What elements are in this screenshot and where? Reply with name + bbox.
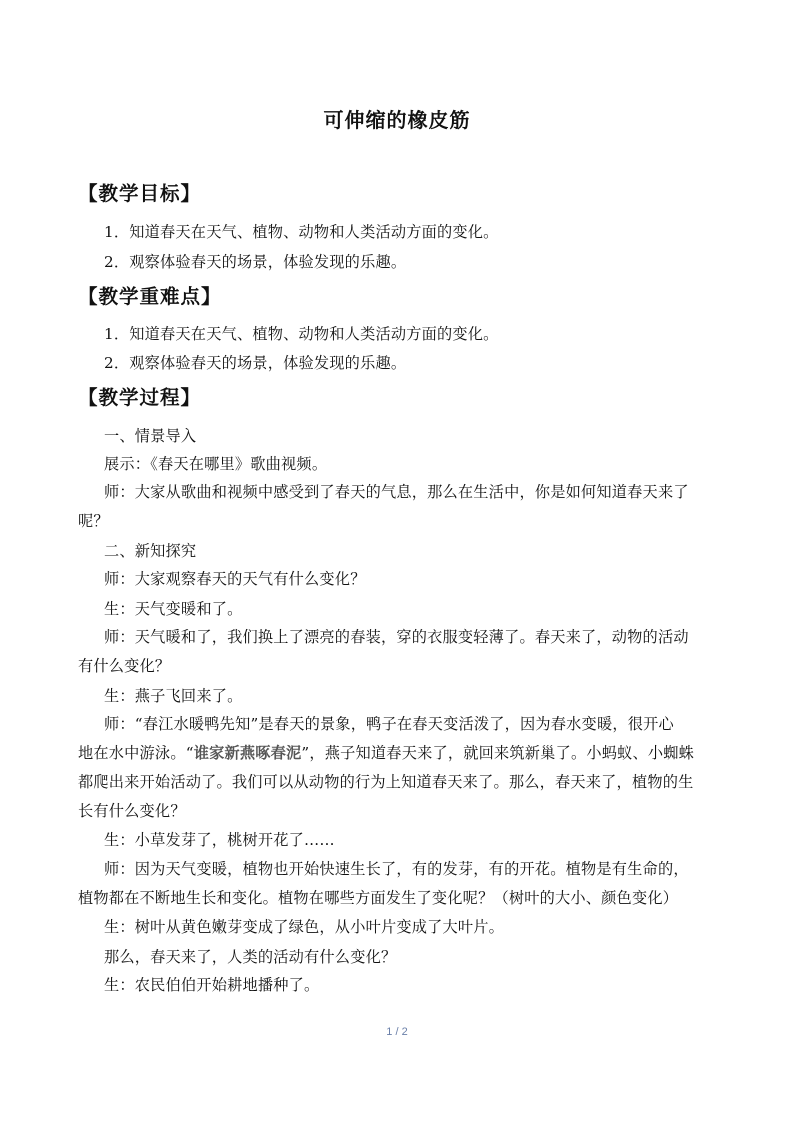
heading-key-points: 【教学重难点】 xyxy=(78,285,222,308)
process-line: 生：树叶从黄色嫩芽变成了绿色，从小叶片变成了大叶片。 xyxy=(104,918,505,936)
quoted-poem: 谁家新燕啄春泥 xyxy=(193,744,302,762)
process-text: 地在水中游泳。“ xyxy=(78,744,194,762)
process-line: 生：天气变暖和了。 xyxy=(104,600,243,618)
process-line: 师：大家从歌曲和视频中感受到了春天的气息，那么在生活中，你是如何知道春天来了 xyxy=(104,483,689,501)
process-line: 师：因为天气变暖，植物也开始快速生长了，有的发芽，有的开花。植物是有生命的， xyxy=(104,860,689,878)
process-line: 那么，春天来了，人类的活动有什么变化？ xyxy=(104,948,397,966)
process-line: 师：大家观察春天的天气有什么变化？ xyxy=(104,570,366,588)
key-point-item-2: 2．观察体验春天的场景，体验发现的乐趣。 xyxy=(104,354,407,372)
process-line xyxy=(78,742,694,763)
document-title: 可伸缩的橡皮筋 xyxy=(323,108,471,132)
heading-process: 【教学过程】 xyxy=(78,386,202,409)
key-point-item-1: 1．知道春天在天气、植物、动物和人类活动方面的变化。 xyxy=(104,325,499,343)
process-line: 二、新知探究 xyxy=(104,542,197,560)
process-line: 师：“春江水暖鸭先知”是春天的景象，鸭子在春天变活泼了，因为春水变暖，很开心 xyxy=(104,715,674,733)
process-line: 生：燕子飞回来了。 xyxy=(104,687,243,705)
page-number: 1 / 2 xyxy=(386,1026,408,1038)
heading-goals: 【教学目标】 xyxy=(78,182,202,205)
process-line: 都爬出来开始活动了。我们可以从动物的行为上知道春天来了。那么，春天来了，植物的生 xyxy=(78,773,694,791)
process-line: 展示：《春天在哪里》歌曲视频。 xyxy=(104,455,328,473)
process-line: 植物都在不断地生长和变化。植物在哪些方面发生了变化呢？（树叶的大小、颜色变化） xyxy=(78,889,679,907)
process-line: 有什么变化？ xyxy=(78,657,171,675)
goal-item-1: 1．知道春天在天气、植物、动物和人类活动方面的变化。 xyxy=(104,223,499,241)
process-text: ”，燕子知道春天来了，就回来筑新巢了。小蚂蚁、小蜘蛛 xyxy=(301,744,695,762)
process-line: 生：小草发芽了，桃树开花了…… xyxy=(104,831,335,849)
process-line: 一、情景导入 xyxy=(104,427,197,445)
process-line: 长有什么变化？ xyxy=(78,802,186,820)
process-line: 师：天气暖和了，我们换上了漂亮的春装，穿的衣服变轻薄了。春天来了，动物的活动 xyxy=(104,628,689,646)
goal-item-2: 2．观察体验春天的场景，体验发现的乐趣。 xyxy=(104,253,407,271)
process-line: 生：农民伯伯开始耕地播种了。 xyxy=(104,976,320,994)
process-line: 呢？ xyxy=(78,512,109,530)
